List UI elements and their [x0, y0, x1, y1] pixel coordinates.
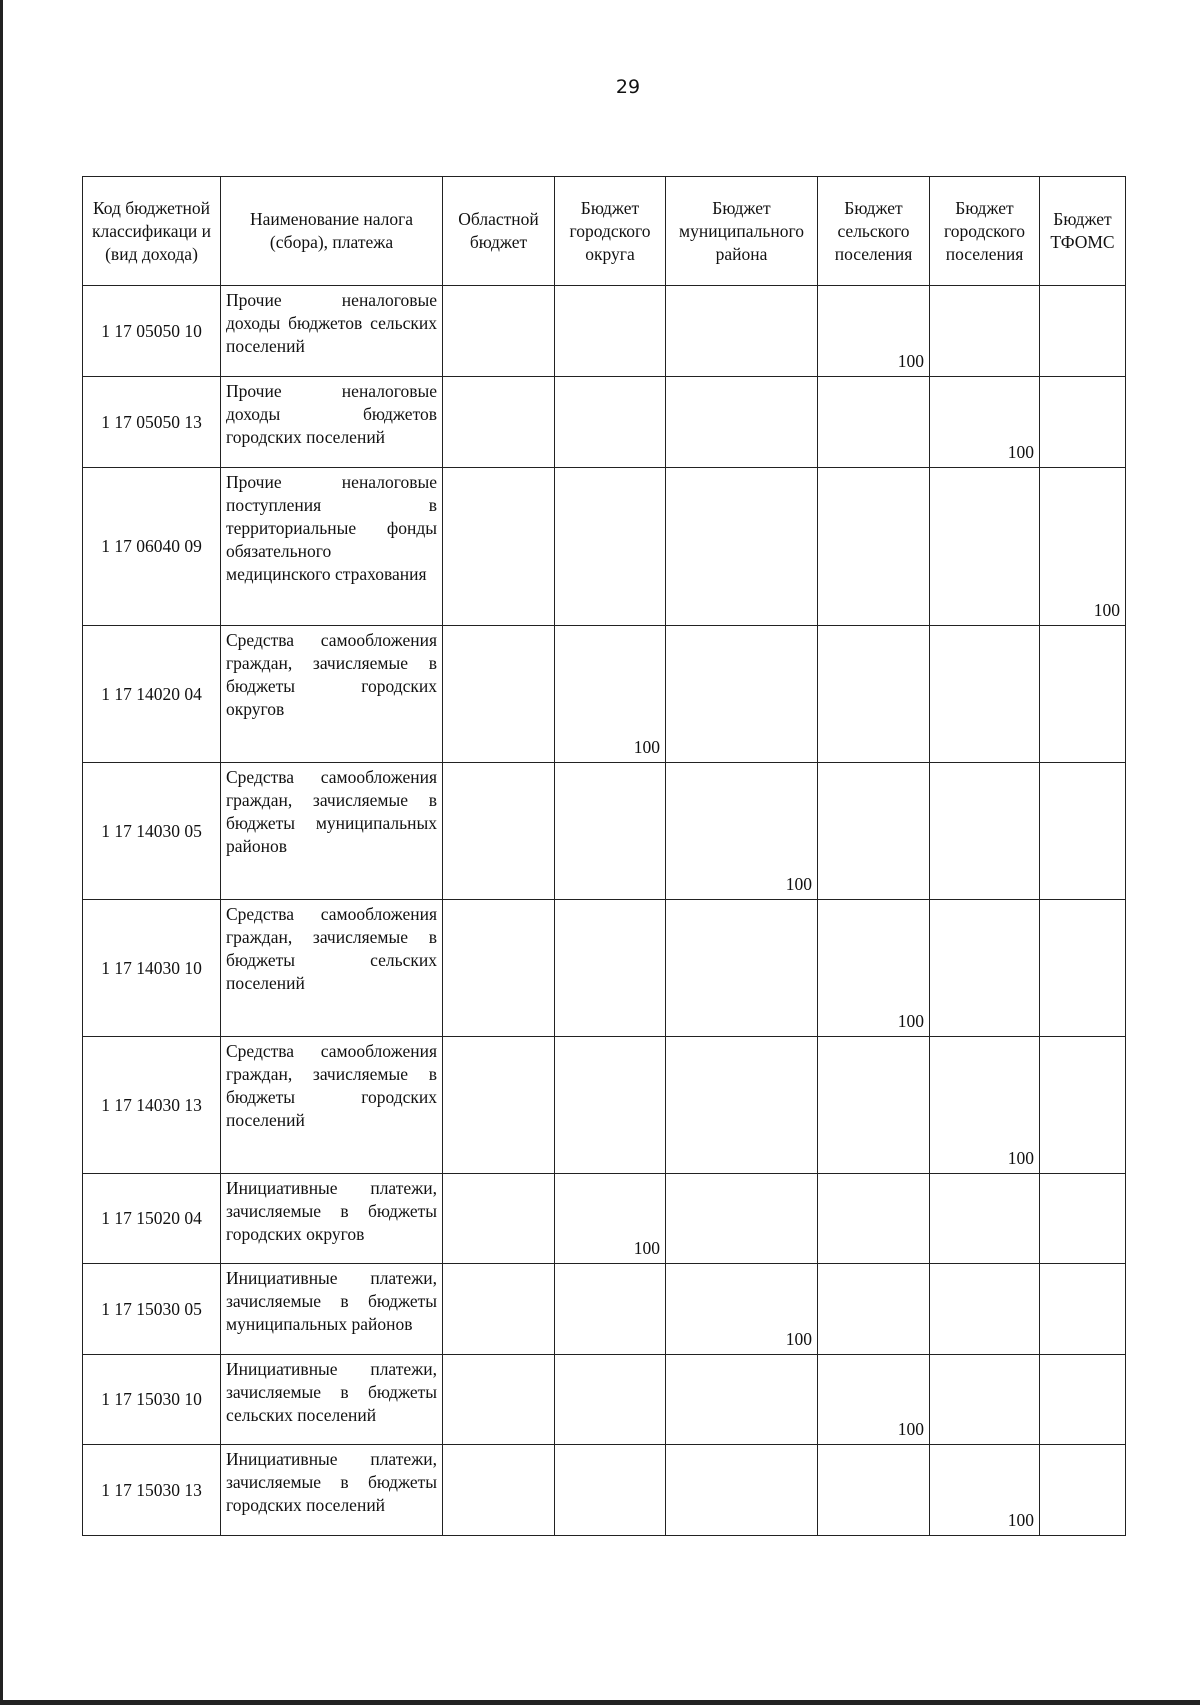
table-row: [83, 900, 1126, 1037]
value-regional-cell: [443, 1174, 555, 1264]
value-municipal-district-cell: [666, 468, 818, 626]
value-tfoms-cell: 100: [1040, 468, 1126, 626]
value-city-district-cell: [555, 763, 666, 900]
table-row: [83, 468, 1126, 626]
value-tfoms-cell: [1040, 626, 1126, 763]
budget-code-cell: 1 17 15020 04: [83, 1174, 221, 1264]
value-regional-cell: [443, 1445, 555, 1536]
table-header-row: [83, 177, 1126, 286]
value-tfoms-cell: [1040, 377, 1126, 468]
value-tfoms-cell: [1040, 1264, 1126, 1355]
value-regional-cell: [443, 377, 555, 468]
table-body: [83, 286, 1126, 1536]
value-rural-settlement-cell: 100: [818, 286, 930, 377]
page-number: 29: [615, 76, 641, 98]
value-city-district-cell: [555, 1355, 666, 1445]
value-rural-settlement-cell: [818, 763, 930, 900]
value-regional-cell: [443, 763, 555, 900]
table-row: [83, 626, 1126, 763]
value-rural-settlement-cell: [818, 626, 930, 763]
header-tfoms-budget: Бюджет ТФОМС: [1040, 177, 1126, 286]
payment-name-cell: Прочие неналоговые поступления в территориальные фонды обязательного медицинского страхования: [221, 468, 443, 626]
value-tfoms-cell: [1040, 1445, 1126, 1536]
value-urban-settlement-cell: [930, 1174, 1040, 1264]
header-municipal-district-budget: Бюджет муниципального района: [666, 177, 818, 286]
value-tfoms-cell: [1040, 286, 1126, 377]
value-municipal-district-cell: [666, 1174, 818, 1264]
value-urban-settlement-cell: [930, 900, 1040, 1037]
table-row: [83, 1264, 1126, 1355]
header-urban-settlement-budget: Бюджет городского поселения: [930, 177, 1040, 286]
budget-code-cell: 1 17 15030 05: [83, 1264, 221, 1355]
value-urban-settlement-cell: 100: [930, 1445, 1040, 1536]
value-regional-cell: [443, 1264, 555, 1355]
value-tfoms-cell: [1040, 1037, 1126, 1174]
payment-name-cell: Средства самообложения граждан, зачисляемые в бюджеты городских поселений: [221, 1037, 443, 1174]
budget-code-cell: 1 17 15030 13: [83, 1445, 221, 1536]
value-city-district-cell: [555, 468, 666, 626]
table-row: [83, 1037, 1126, 1174]
value-rural-settlement-cell: [818, 468, 930, 626]
value-rural-settlement-cell: [818, 1445, 930, 1536]
value-urban-settlement-cell: [930, 1355, 1040, 1445]
value-city-district-cell: 100: [555, 1174, 666, 1264]
table-row: [83, 286, 1126, 377]
table-row: [83, 1174, 1126, 1264]
payment-name-cell: Средства самообложения граждан, зачисляемые в бюджеты муниципальных районов: [221, 763, 443, 900]
budget-code-cell: 1 17 15030 10: [83, 1355, 221, 1445]
value-city-district-cell: [555, 1445, 666, 1536]
table-row: [83, 763, 1126, 900]
value-city-district-cell: 100: [555, 626, 666, 763]
payment-name-cell: Средства самообложения граждан, зачисляемые в бюджеты сельских поселений: [221, 900, 443, 1037]
value-municipal-district-cell: 100: [666, 1264, 818, 1355]
value-regional-cell: [443, 626, 555, 763]
table-row: [83, 1445, 1126, 1536]
value-rural-settlement-cell: [818, 1037, 930, 1174]
budget-code-cell: 1 17 14030 13: [83, 1037, 221, 1174]
budget-code-cell: 1 17 06040 09: [83, 468, 221, 626]
value-tfoms-cell: [1040, 1174, 1126, 1264]
value-tfoms-cell: [1040, 900, 1126, 1037]
value-urban-settlement-cell: [930, 286, 1040, 377]
header-regional-budget: Областной бюджет: [443, 177, 555, 286]
header-rural-settlement-budget: Бюджет сельского поселения: [818, 177, 930, 286]
budget-code-cell: 1 17 14030 05: [83, 763, 221, 900]
payment-name-cell: Прочие неналоговые доходы бюджетов сельских поселений: [221, 286, 443, 377]
value-rural-settlement-cell: [818, 1174, 930, 1264]
payment-name-cell: Инициативные платежи, зачисляемые в бюджеты муниципальных районов: [221, 1264, 443, 1355]
payment-name-cell: Инициативные платежи, зачисляемые в бюджеты городских округов: [221, 1174, 443, 1264]
scan-left-edge: [0, 0, 3, 1705]
value-municipal-district-cell: [666, 626, 818, 763]
value-municipal-district-cell: [666, 377, 818, 468]
payment-name-cell: Средства самообложения граждан, зачисляемые в бюджеты городских округов: [221, 626, 443, 763]
value-municipal-district-cell: [666, 1037, 818, 1174]
revenue-distribution-table: [82, 176, 1126, 1536]
budget-code-cell: 1 17 14030 10: [83, 900, 221, 1037]
value-city-district-cell: [555, 377, 666, 468]
payment-name-cell: Инициативные платежи, зачисляемые в бюджеты сельских поселений: [221, 1355, 443, 1445]
value-tfoms-cell: [1040, 763, 1126, 900]
budget-code-cell: 1 17 05050 10: [83, 286, 221, 377]
value-municipal-district-cell: [666, 1445, 818, 1536]
value-regional-cell: [443, 1037, 555, 1174]
value-tfoms-cell: [1040, 1355, 1126, 1445]
value-regional-cell: [443, 1355, 555, 1445]
value-rural-settlement-cell: [818, 377, 930, 468]
value-city-district-cell: [555, 1264, 666, 1355]
value-regional-cell: [443, 468, 555, 626]
value-municipal-district-cell: [666, 1355, 818, 1445]
budget-code-cell: 1 17 14020 04: [83, 626, 221, 763]
header-name: Наименование налога (сбора), платежа: [221, 177, 443, 286]
scan-bottom-edge: [0, 1700, 1200, 1705]
value-urban-settlement-cell: 100: [930, 1037, 1040, 1174]
value-rural-settlement-cell: 100: [818, 900, 930, 1037]
value-city-district-cell: [555, 286, 666, 377]
value-urban-settlement-cell: [930, 468, 1040, 626]
payment-name-cell: Прочие неналоговые доходы бюджетов городских поселений: [221, 377, 443, 468]
value-rural-settlement-cell: 100: [818, 1355, 930, 1445]
value-urban-settlement-cell: [930, 626, 1040, 763]
value-city-district-cell: [555, 900, 666, 1037]
value-rural-settlement-cell: [818, 1264, 930, 1355]
value-urban-settlement-cell: [930, 1264, 1040, 1355]
value-municipal-district-cell: [666, 900, 818, 1037]
budget-code-cell: 1 17 05050 13: [83, 377, 221, 468]
table-row: [83, 1355, 1126, 1445]
value-municipal-district-cell: 100: [666, 763, 818, 900]
payment-name-cell: Инициативные платежи, зачисляемые в бюджеты городских поселений: [221, 1445, 443, 1536]
header-code: Код бюджетной классификаци и (вид дохода): [83, 177, 221, 286]
value-regional-cell: [443, 286, 555, 377]
header-city-district-budget: Бюджет городского округа: [555, 177, 666, 286]
value-regional-cell: [443, 900, 555, 1037]
value-city-district-cell: [555, 1037, 666, 1174]
value-municipal-district-cell: [666, 286, 818, 377]
value-urban-settlement-cell: [930, 763, 1040, 900]
table-row: [83, 377, 1126, 468]
value-urban-settlement-cell: 100: [930, 377, 1040, 468]
